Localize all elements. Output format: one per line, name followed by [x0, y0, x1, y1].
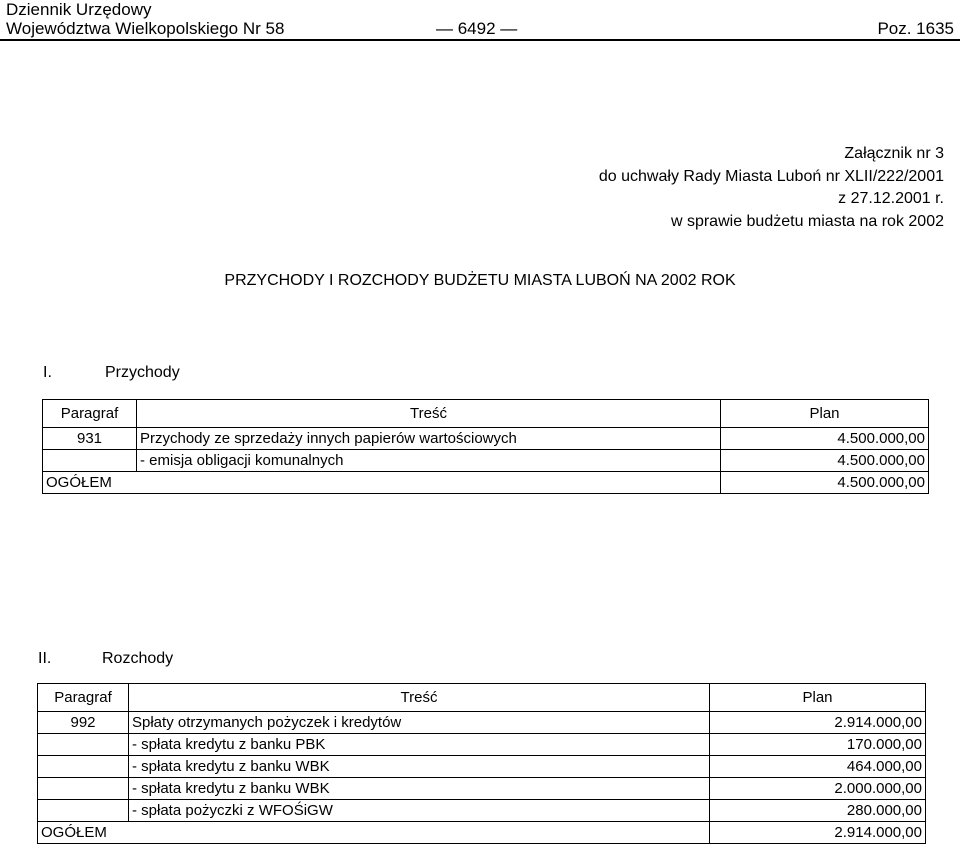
total-row	[43, 472, 929, 494]
column-header-tresc: Treść	[137, 400, 721, 428]
paragraf-cell	[43, 450, 137, 472]
tresc-cell: Spłaty otrzymanych pożyczek i kredytów	[129, 712, 710, 734]
page-number: — 6492 —	[436, 19, 518, 38]
section-title: Przychody	[105, 364, 180, 381]
section-title: Rozchody	[102, 650, 174, 667]
plan-cell: 2.000.000,00	[710, 778, 926, 800]
column-header-paragraf: Paragraf	[38, 684, 129, 712]
expenditure-table	[37, 683, 926, 844]
plan-cell: 4.500.000,00	[721, 428, 929, 450]
annex-line-2: do uchwały Rady Miasta Luboń nr XLII/222/2001	[598, 167, 944, 185]
annex-line-3: z 27.12.2001 r.	[838, 190, 944, 207]
tresc-cell: - spłata kredytu z banku WBK	[129, 756, 710, 778]
total-row	[38, 822, 926, 844]
column-header-tresc: Treść	[129, 684, 710, 712]
table-header-row	[38, 684, 926, 712]
plan-cell: 280.000,00	[710, 800, 926, 822]
tresc-cell: Przychody ze sprzedaży innych papierów wartościowych	[137, 428, 721, 450]
tresc-cell: - emisja obligacji komunalnych	[137, 450, 721, 472]
journal-line-2: Województwa Wielkopolskiego Nr 58	[6, 19, 285, 38]
column-header-plan: Plan	[721, 400, 929, 428]
tresc-cell: - spłata kredytu z banku WBK	[129, 778, 710, 800]
journal-name	[6, 0, 284, 38]
paragraf-cell	[38, 778, 129, 800]
table-row	[38, 734, 926, 756]
table-header-row	[43, 400, 929, 428]
column-header-plan: Plan	[710, 684, 926, 712]
paragraf-cell	[38, 734, 129, 756]
paragraf-cell	[38, 756, 129, 778]
total-value: 4.500.000,00	[721, 472, 929, 494]
table-row	[38, 800, 926, 822]
position-number: Poz. 1635	[877, 19, 954, 38]
plan-cell: 464.000,00	[710, 756, 926, 778]
plan-cell: 2.914.000,00	[710, 712, 926, 734]
tresc-cell: - spłata kredytu z banku PBK	[129, 734, 710, 756]
journal-line-1: Dziennik Urzędowy	[6, 0, 152, 19]
total-value: 2.914.000,00	[710, 822, 926, 844]
section-number: I.	[43, 364, 52, 381]
table-row	[43, 450, 929, 472]
annex-reference	[599, 143, 944, 233]
paragraf-cell: 931	[43, 428, 137, 450]
tresc-cell: - spłata pożyczki z WFOŚiGW	[129, 800, 710, 822]
paragraf-cell: 992	[38, 712, 129, 734]
table-row	[38, 712, 926, 734]
plan-cell: 170.000,00	[710, 734, 926, 756]
table-row	[43, 428, 929, 450]
plan-cell: 4.500.000,00	[721, 450, 929, 472]
total-label: OGÓŁEM	[38, 822, 710, 844]
document-title: PRZYCHODY I ROZCHODY BUDŻETU MIASTA LUBOŃ NA 2002 ROK	[224, 272, 736, 289]
table-row	[38, 778, 926, 800]
income-table	[42, 399, 929, 494]
annex-line-1: Załącznik nr 3	[844, 145, 944, 162]
paragraf-cell	[38, 800, 129, 822]
column-header-paragraf: Paragraf	[43, 400, 137, 428]
header-divider	[0, 39, 960, 41]
section-number: II.	[38, 650, 52, 667]
total-label: OGÓŁEM	[43, 472, 721, 494]
table-row	[38, 756, 926, 778]
annex-line-4: w sprawie budżetu miasta na rok 2002	[670, 212, 944, 230]
